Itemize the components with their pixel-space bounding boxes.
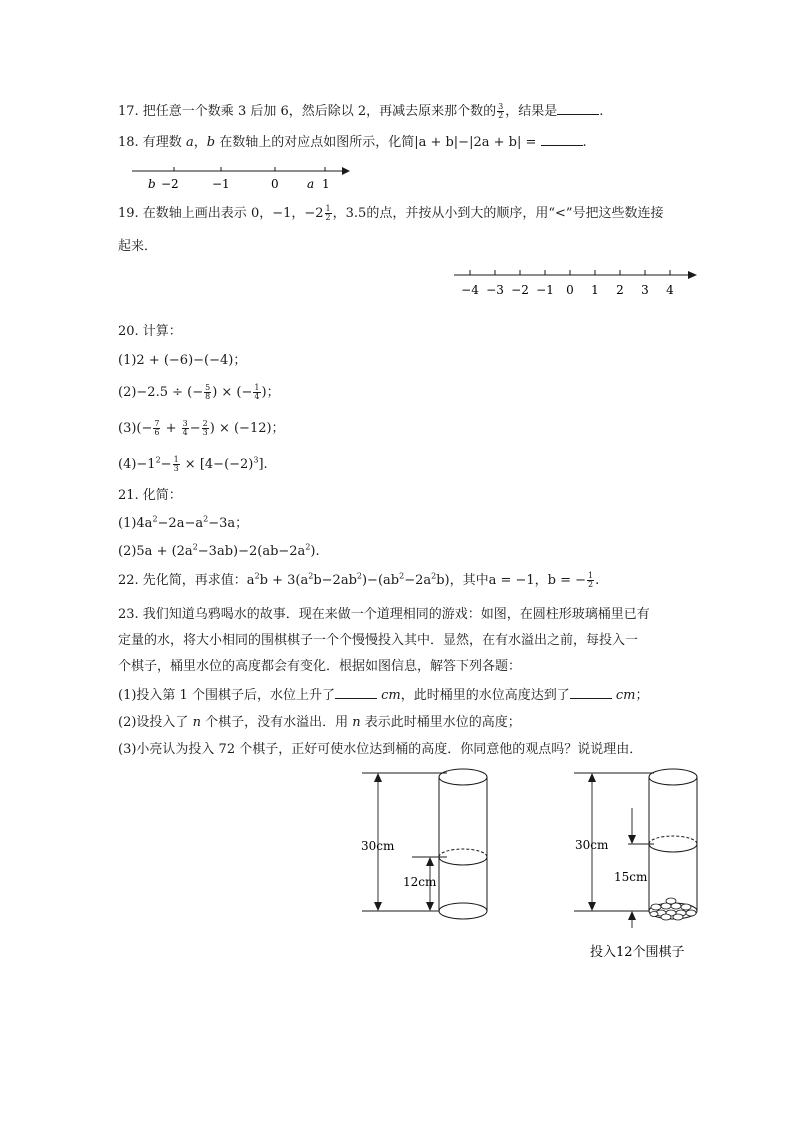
question-18: 18. 有理数 a，b 在数轴上的对应点如图所示，化简|a + b|−|2a + b| = . xyxy=(118,135,587,150)
tick-label: −2 xyxy=(161,177,179,191)
question-19: 19. 在数轴上画出表示 0，−1，−2 $\frac{1}{2}$ ，3.5的点，并按从小到大的顺序，用“<”号把这些数连接 xyxy=(118,204,664,222)
q17-text: 17. 把任意一个数乘 3 后加 6，然后除以 2，再减去原来那个数的 xyxy=(118,104,497,119)
tick-label: 1 xyxy=(591,283,599,297)
tick-label: 2 xyxy=(616,283,624,297)
fraction: $\frac{3}{2}$ xyxy=(498,102,504,120)
question-19-line2: 起来． xyxy=(118,239,158,254)
fraction: $\frac{1}{2}$ xyxy=(325,204,331,222)
tick-label: 0 xyxy=(271,177,279,191)
q23-part-3: (3)小亮认为投入 72 个棋子，正好可使水位达到桶的高度．你同意他的观点吗？说说理由． xyxy=(118,742,643,757)
q21-part-1: $(1)4a^2-2a-a^2-3a$； xyxy=(118,514,249,531)
q20-part-1: (1)2 + (−6)−(−4)； xyxy=(118,353,247,368)
tick-label: −2 xyxy=(511,283,529,297)
q20-part-2: (2)−2.5 ÷ (− $\frac{5}{8}$ ) × (− $\frac{1}{4}$ )； xyxy=(118,383,280,401)
water-label: 15cm xyxy=(614,870,648,884)
tick-label: 3 xyxy=(641,283,649,297)
question-21-title: 21. 化简： xyxy=(118,488,182,503)
cylinder-figure-left xyxy=(352,768,512,928)
number-line-q18 xyxy=(128,160,358,192)
height-label: 30cm xyxy=(575,838,609,852)
answer-blank[interactable] xyxy=(570,686,612,699)
tick-label: −1 xyxy=(212,177,230,191)
point-a-label: a xyxy=(307,177,315,191)
tick-label: 4 xyxy=(666,283,674,297)
answer-blank[interactable] xyxy=(541,133,583,146)
height-label: 30cm xyxy=(361,839,395,853)
question-20-title: 20. 计算： xyxy=(118,324,182,339)
point-b-label: b xyxy=(148,177,156,191)
q23-part-1: (1)投入第 1 个围棋子后，水位上升了 cm，此时桶里的水位高度达到了 cm； xyxy=(118,688,649,703)
q21-part-2: $(2)5a + (2a^2-3ab)-2(ab-2a^2)$. xyxy=(118,542,320,559)
tick-label: 0 xyxy=(566,283,574,297)
q20-part-4: $(4)-1^2-$ $\frac{1}{3}$ × $[4-(-2)^3]$. xyxy=(118,455,268,473)
figure-caption: 投入12个围棋子 xyxy=(590,945,685,960)
question-22: 22. 先化简，再求值：$a^2b + 3(a^2b-2ab^2)-(ab^2-2a^2b)$，其中a = −1，b = − $\frac{1}{2}$ . xyxy=(118,571,600,589)
question-17: 17. 把任意一个数乘 3 后加 6，然后除以 2，再减去原来那个数的 $\frac{3}{2}$ ，结果是 . xyxy=(118,102,604,120)
water-label: 12cm xyxy=(403,875,437,889)
tick-label: −3 xyxy=(486,283,504,297)
question-23-line1: 23. 我们知道乌鸦喝水的故事．现在来做一个道理相同的游戏：如图，在圆柱形玻璃桶里已有 xyxy=(118,607,650,622)
question-23-line2: 定量的水，将大小相同的围棋棋子一个个慢慢投入其中．显然，在有水溢出之前，每投入一 xyxy=(118,633,639,648)
answer-blank[interactable] xyxy=(335,686,377,699)
answer-blank[interactable] xyxy=(557,102,599,115)
number-line-q19 xyxy=(450,265,702,301)
tick-label: −1 xyxy=(536,283,554,297)
tick-label: −4 xyxy=(461,283,479,297)
tick-label: 1 xyxy=(322,177,330,191)
q23-part-2: (2)设投入了 n 个棋子，没有水溢出．用 n 表示此时桶里水位的高度； xyxy=(118,715,521,730)
q20-part-3: (3)(− $\frac{7}{6}$ + $\frac{3}{4}$ − $\frac{2}{3}$ ) × (−12)； xyxy=(118,419,285,437)
question-23-line3: 个棋子，桶里水位的高度都会有变化．根据如图信息，解答下列各题： xyxy=(118,659,522,674)
cylinder-figure-right xyxy=(568,768,728,964)
